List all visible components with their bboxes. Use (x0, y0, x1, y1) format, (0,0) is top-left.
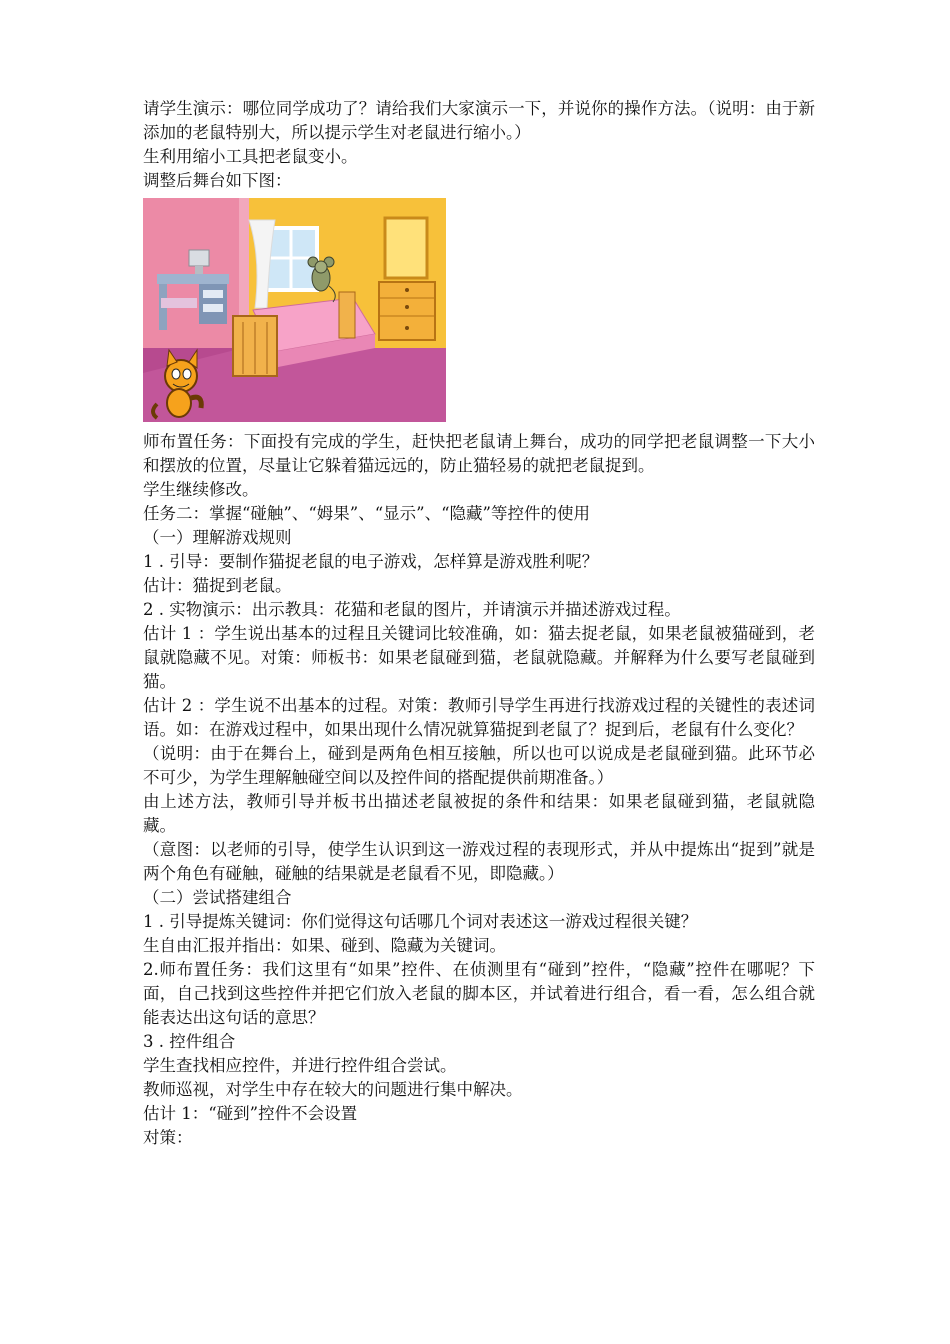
paragraph: 生利用缩小工具把老鼠变小。 (143, 147, 358, 166)
text-block-main (143, 430, 815, 1150)
paragraph: 由上述方法，教师引导并板书出描述老鼠被捉的条件和结果：如果老鼠碰到猫，老鼠就隐藏。 (143, 792, 815, 835)
paragraph: 1 . 引导提炼关键词：你们觉得这句话哪几个词对表述这一游戏过程很关键？ (143, 912, 698, 931)
paragraph: 对策： (143, 1128, 193, 1147)
paragraph: 学生继续修改。 (143, 480, 259, 499)
text-block-top (143, 97, 815, 193)
paragraph: 师布置任务：下面投有完成的学生，赶快把老鼠请上舞台，成功的同学把老鼠调整一下大小和摆放的位置，尽量让它躲着猫远远的，防止猫轻易的就把老鼠捉到。 (143, 432, 815, 475)
paragraph: 估计：猫捉到老鼠。 (143, 576, 292, 595)
paragraph: 教师巡视，对学生中存在较大的问题进行集中解决。 (143, 1080, 523, 1099)
paragraph: 2 . 实物演示：出示教具：花猫和老鼠的图片，并请演示并描述游戏过程。 (143, 600, 681, 619)
paragraph: 2.师布置任务：我们这里有“如果”控件、在侦测里有“碰到”控件，“隐藏”控件在哪呢？下面，自己找到这些控件并把它们放入老鼠的脚本区，并试着进行组合，看一看，怎么组合就能表达出这句话的意思？ (143, 960, 815, 1027)
heading: 任务二：掌握“碰触”、“姆果”、“显示”、“隐藏”等控件的使用 (143, 504, 590, 523)
paragraph: 估计 1 ：学生说出基本的过程且关键词比较准确，如：猫去捉老鼠，如果老鼠被猫碰到，老鼠就隐藏不见。对策：师板书：如果老鼠碰到猫，老鼠就隐藏。并解释为什么要写老鼠碰到猫。 (143, 624, 815, 691)
paragraph: 调整后舞台如下图： (143, 171, 292, 190)
paragraph: （意图：以老师的引导，使学生认识到这一游戏过程的表现形式，并从中提炼出“捉到”就是两个角色有碰触，碰触的结果就是老鼠看不见，即隐藏。） (143, 840, 815, 883)
paragraph: 生自由汇报并指出：如果、碰到、隐藏为关键词。 (143, 936, 506, 955)
paragraph: 学生查找相应控件，并进行控件组合尝试。 (143, 1056, 457, 1075)
paragraph: 估计 1：“碰到”控件不会设置 (143, 1104, 358, 1123)
paragraph: 请学生演示：哪位同学成功了？请给我们大家演示一下，并说你的操作方法。（说明：由于新添加的老鼠特别大，所以提示学生对老鼠进行缩小。） (143, 99, 815, 142)
subheading: （二）尝试搭建组合 (143, 888, 292, 907)
subheading: （一）理解游戏规则 (143, 528, 292, 547)
paragraph: 3 . 控件组合 (143, 1032, 236, 1051)
stage-illustration (143, 198, 446, 422)
paragraph: 估计 2 ：学生说不出基本的过程。对策：教师引导学生再进行找游戏过程的关键性的表述词语。如：在游戏过程中，如果出现什么情况就算猫捉到老鼠了？捉到后，老鼠有什么变化？ (143, 696, 815, 739)
paragraph: （说明：由于在舞台上，碰到是两角色相互接触，所以也可以说成是老鼠碰到猫。此环节必不可少，为学生理解触碰空间以及控件间的搭配提供前期准备。） (143, 744, 815, 787)
paragraph: 1 . 引导：要制作猫捉老鼠的电子游戏，怎样算是游戏胜利呢？ (143, 552, 599, 571)
